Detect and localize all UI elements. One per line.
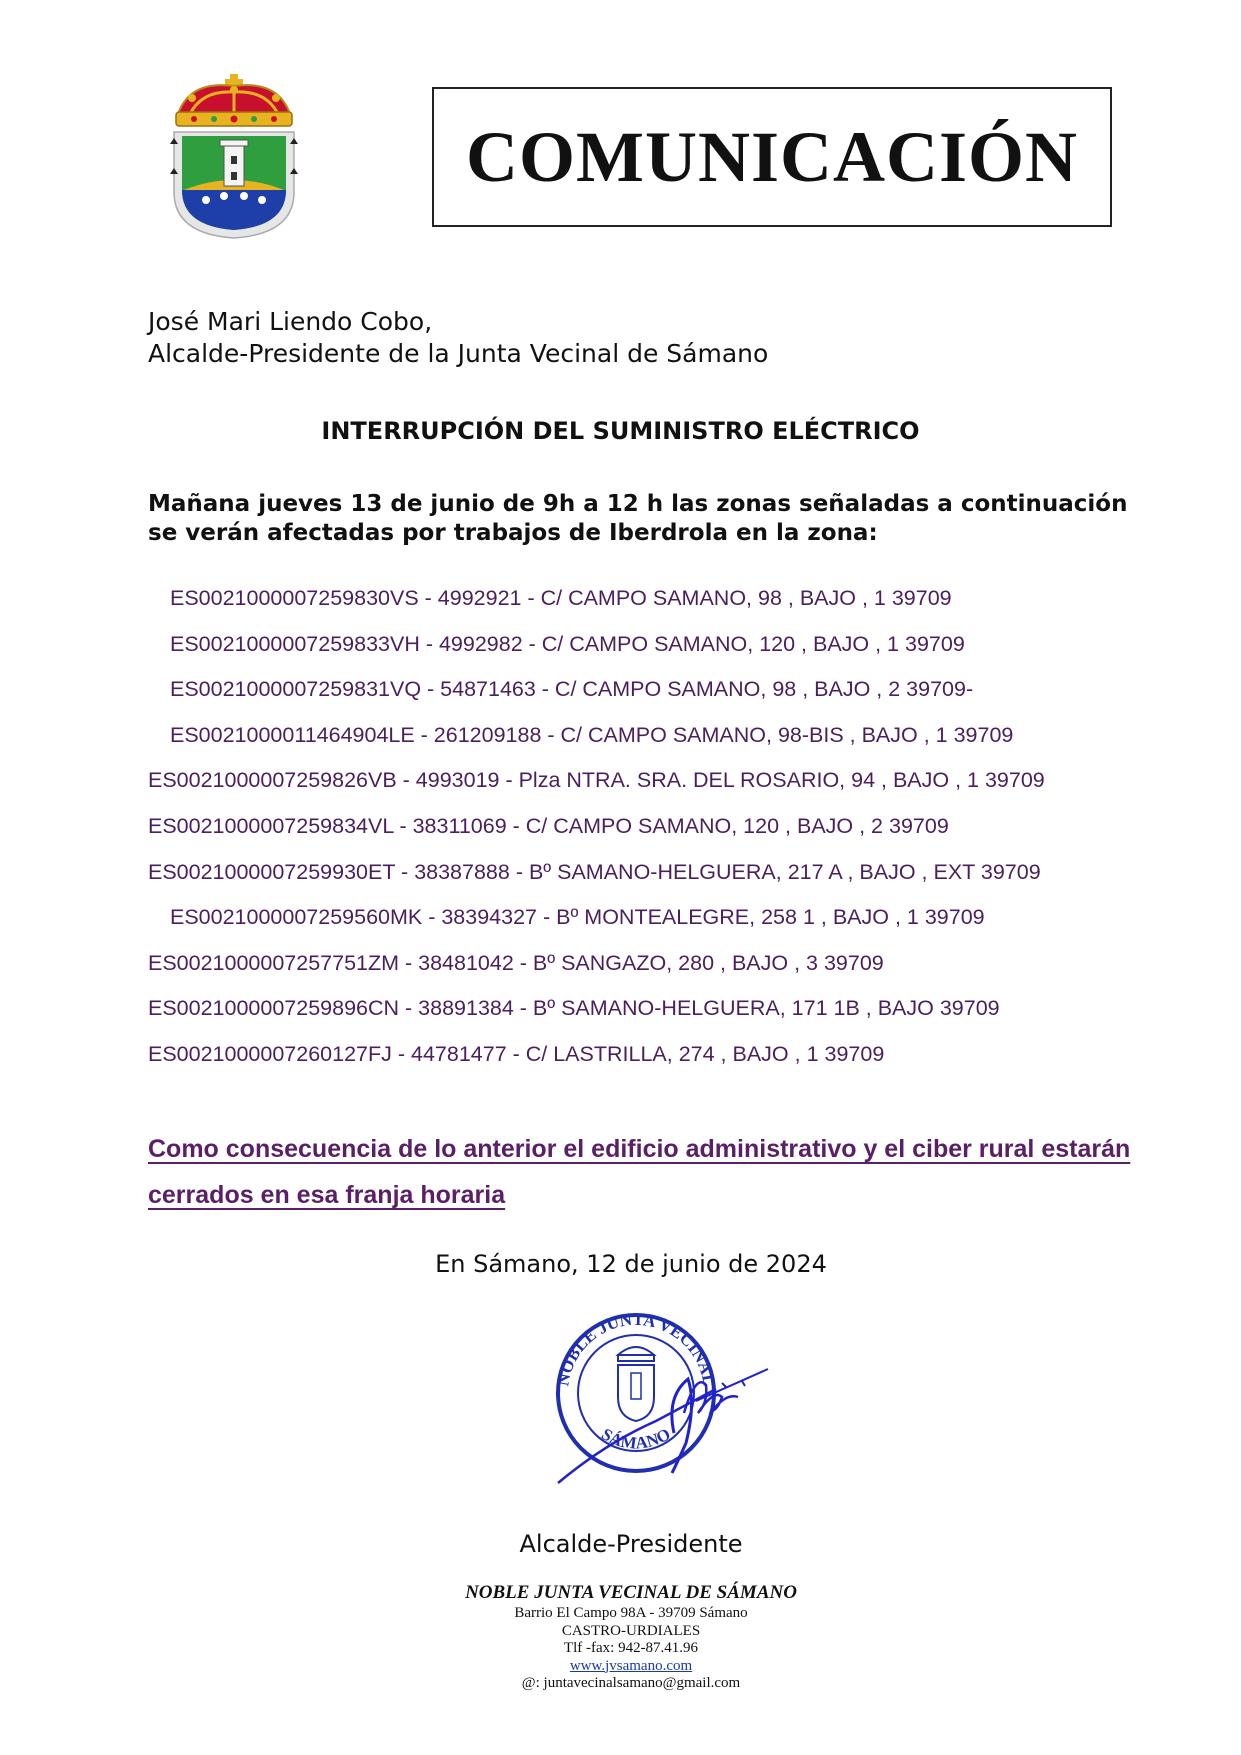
- author-name: José Mari Liendo Cobo,: [148, 307, 433, 336]
- notice-intro: Mañana jueves 13 de junio de 9h a 12 h las zonas señaladas a continuación se verán afectadas por trabajos de Iberdrola en la zona:: [148, 491, 1128, 546]
- signatory-role: Alcalde-Presidente: [519, 1530, 743, 1558]
- supply-points-list: [148, 583, 1045, 1085]
- supply-point-item: ES0021000011464904LE - 261209188 - C/ CAMPO SAMANO, 98-BIS , BAJO , 1 39709: [170, 722, 1014, 747]
- coat-of-arms: [170, 74, 298, 240]
- author-block: [148, 306, 768, 370]
- footer-phone: Tlf -fax: 942-87.41.96: [563, 1640, 699, 1656]
- footer-city: CASTRO-URDIALES: [561, 1622, 701, 1639]
- document-title: COMUNICACIÓN: [466, 116, 1078, 197]
- consequence-notice: Como consecuencia de lo anterior el edificio administrativo y el ciber rural estarán cerrados en esa franja horaria: [148, 1135, 1131, 1209]
- footer-email: @: juntavecinalsamano@gmail.com: [521, 1675, 741, 1691]
- supply-point-item: ES0021000007260127FJ - 44781477 - C/ LASTRILLA, 274 , BAJO , 1 39709: [148, 1041, 885, 1066]
- supply-point-item: ES0021000007259560MK - 38394327 - Bº MONTEALEGRE, 258 1 , BAJO , 1 39709: [170, 905, 985, 930]
- coat-of-arms-icon: [170, 74, 298, 240]
- author-position: Alcalde-Presidente de la Junta Vecinal de Sámano: [148, 339, 769, 368]
- supply-point-item: ES0021000007259831VQ - 54871463 - C/ CAMPO SAMANO, 98 , BAJO , 2 39709-: [170, 677, 974, 702]
- place-date: En Sámano, 12 de junio de 2024: [435, 1250, 827, 1278]
- footer: [0, 1581, 1241, 1693]
- svg-text:NOBLE JUNTA VECINAL: [553, 1310, 718, 1388]
- supply-point-item: ES0021000007259826VB - 4993019 - Plza NTRA. SRA. DEL ROSARIO, 94 , BAJO , 1 39709: [148, 768, 1045, 793]
- supply-point-item: ES0021000007259830VS - 4992921 - C/ CAMPO SAMANO, 98 , BAJO , 1 39709: [170, 586, 952, 610]
- footer-website-link[interactable]: www.jvsamano.com: [569, 1657, 693, 1674]
- footer-organization: NOBLE JUNTA VECINAL DE SÁMANO: [465, 1582, 797, 1603]
- supply-point-item: ES0021000007259833VH - 4992982 - C/ CAMPO SAMANO, 120 , BAJO , 1 39709: [170, 631, 965, 656]
- seal-text-bottom: SÁMANO: [598, 1424, 674, 1453]
- svg-text:SÁMANO: [598, 1424, 673, 1453]
- supply-point-item: ES0021000007259930ET - 38387888 - Bº SAMANO-HELGUERA, 217 A , BAJO , EXT 39709: [148, 859, 1041, 884]
- official-seal-and-signature: [546, 1293, 782, 1513]
- footer-address: Barrio El Campo 98A - 39709 Sámano: [514, 1605, 748, 1621]
- document-title-box: [432, 87, 1112, 227]
- supply-point-item: ES0021000007259896CN - 38891384 - Bº SAMANO-HELGUERA, 171 1B , BAJO 39709: [148, 996, 1000, 1021]
- notice-heading: INTERRUPCIÓN DEL SUMINISTRO ELÉCTRICO: [321, 417, 920, 445]
- official-seal-icon: [546, 1293, 782, 1513]
- seal-text-top: NOBLE JUNTA VECINAL: [553, 1309, 719, 1388]
- supply-point-item: ES0021000007259834VL - 38311069 - C/ CAMPO SAMANO, 120 , BAJO , 2 39709: [148, 813, 949, 838]
- supply-point-item: ES0021000007257751ZM - 38481042 - Bº SANGAZO, 280 , BAJO , 3 39709: [148, 950, 884, 975]
